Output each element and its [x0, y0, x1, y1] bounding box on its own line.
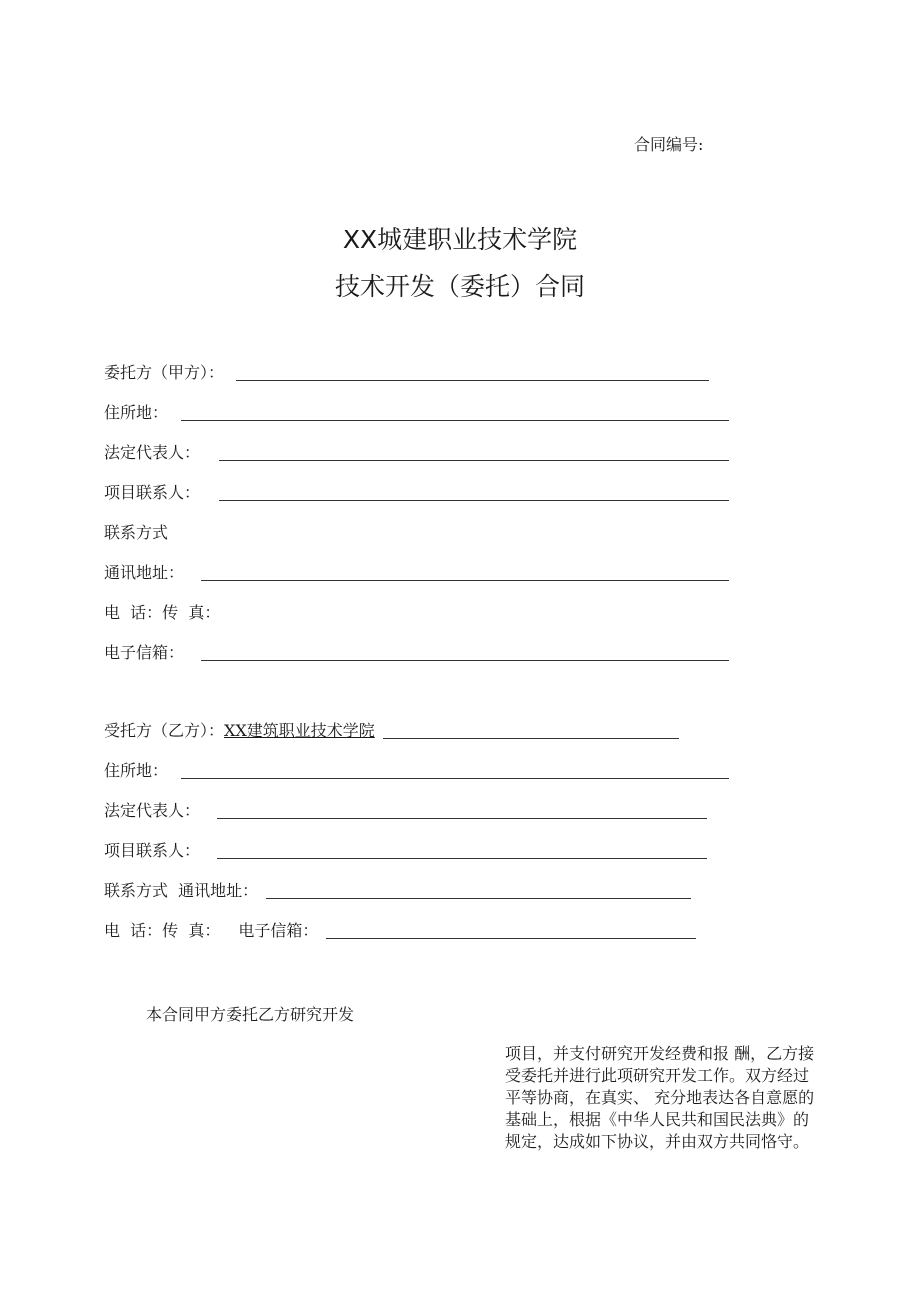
contract-number-label: 合同编号:: [634, 135, 704, 154]
party-b-contact-mail-label: 联系方式 通讯地址：: [104, 881, 259, 900]
party-b-name-blank[interactable]: [383, 737, 679, 739]
party-b-legal-rep-label: 法定代表人：: [104, 801, 201, 820]
party-a-mail-address-label: 通讯地址：: [104, 563, 185, 582]
party-a-address-label: 住所地：: [104, 403, 169, 422]
party-b-contact-person-row: [104, 838, 707, 862]
party-a-phone-fax-label: 电 话：传 真：: [104, 603, 221, 622]
contract-body-continued: 项目，并支付研究开发经费和报 酬，乙方接受委托并进行此项研究开发工作。双方经过平等协商，在真实、 充分地表达各自意愿的基础上，根据《中华人民共和国民法典》的规定，达成如下协议，并由双方共同恪守。: [505, 1044, 815, 1151]
party-b-phone-fax-label: 电 话：传 真：: [104, 921, 221, 940]
party-a-contact-person-row: [104, 480, 729, 504]
party-a-address-row: [104, 400, 729, 424]
party-b-name-row: [104, 718, 679, 742]
party-b-contact-person-label: 项目联系人：: [104, 841, 201, 860]
party-b-legal-rep-row: [104, 798, 707, 822]
party-a-mail-address-blank[interactable]: [201, 579, 729, 581]
party-a-email-label: 电子信箱：: [104, 643, 185, 662]
party-a-legal-rep-blank[interactable]: [219, 459, 729, 461]
party-b-mail-address-blank[interactable]: [266, 897, 691, 899]
document-title-institution: XX城建职业技术学院: [342, 225, 578, 254]
party-a-contact-person-blank[interactable]: [219, 499, 729, 501]
party-b-email-label: 电子信箱：: [238, 921, 319, 940]
party-b-email-blank[interactable]: [326, 937, 696, 939]
party-b-name-label: 受托方（乙方）：: [104, 721, 225, 740]
party-a-contact-method-label: 联系方式: [104, 523, 169, 542]
party-b-address-blank[interactable]: [181, 777, 729, 779]
party-b-contact-mail-row: [104, 878, 691, 902]
party-a-name-blank[interactable]: [236, 379, 709, 381]
party-b-address-row: [104, 758, 729, 782]
document-title-contract-type: 技术开发（委托）合同: [334, 272, 585, 301]
party-a-name-label: 委托方（甲方）：: [104, 363, 225, 382]
party-a-legal-rep-row: [104, 440, 729, 464]
party-b-address-label: 住所地：: [104, 761, 169, 780]
contract-body-intro: 本合同甲方委托乙方研究开发: [146, 1005, 355, 1024]
party-a-contact-person-label: 项目联系人：: [104, 483, 201, 502]
party-a-mail-address-row: [104, 560, 729, 584]
party-a-email-blank[interactable]: [201, 659, 729, 661]
party-a-contact-method-row: [104, 520, 168, 544]
party-b-phone-email-row: [104, 918, 696, 942]
party-a-phone-fax-row: [104, 600, 220, 624]
party-a-email-row: [104, 640, 729, 664]
party-b-legal-rep-blank[interactable]: [217, 817, 707, 819]
party-a-address-blank[interactable]: [181, 419, 729, 421]
party-a-name-row: [104, 360, 709, 384]
party-b-name-value: XX建筑职业技术学院: [224, 721, 375, 740]
party-a-legal-rep-label: 法定代表人：: [104, 443, 201, 462]
party-b-contact-person-blank[interactable]: [217, 857, 707, 859]
